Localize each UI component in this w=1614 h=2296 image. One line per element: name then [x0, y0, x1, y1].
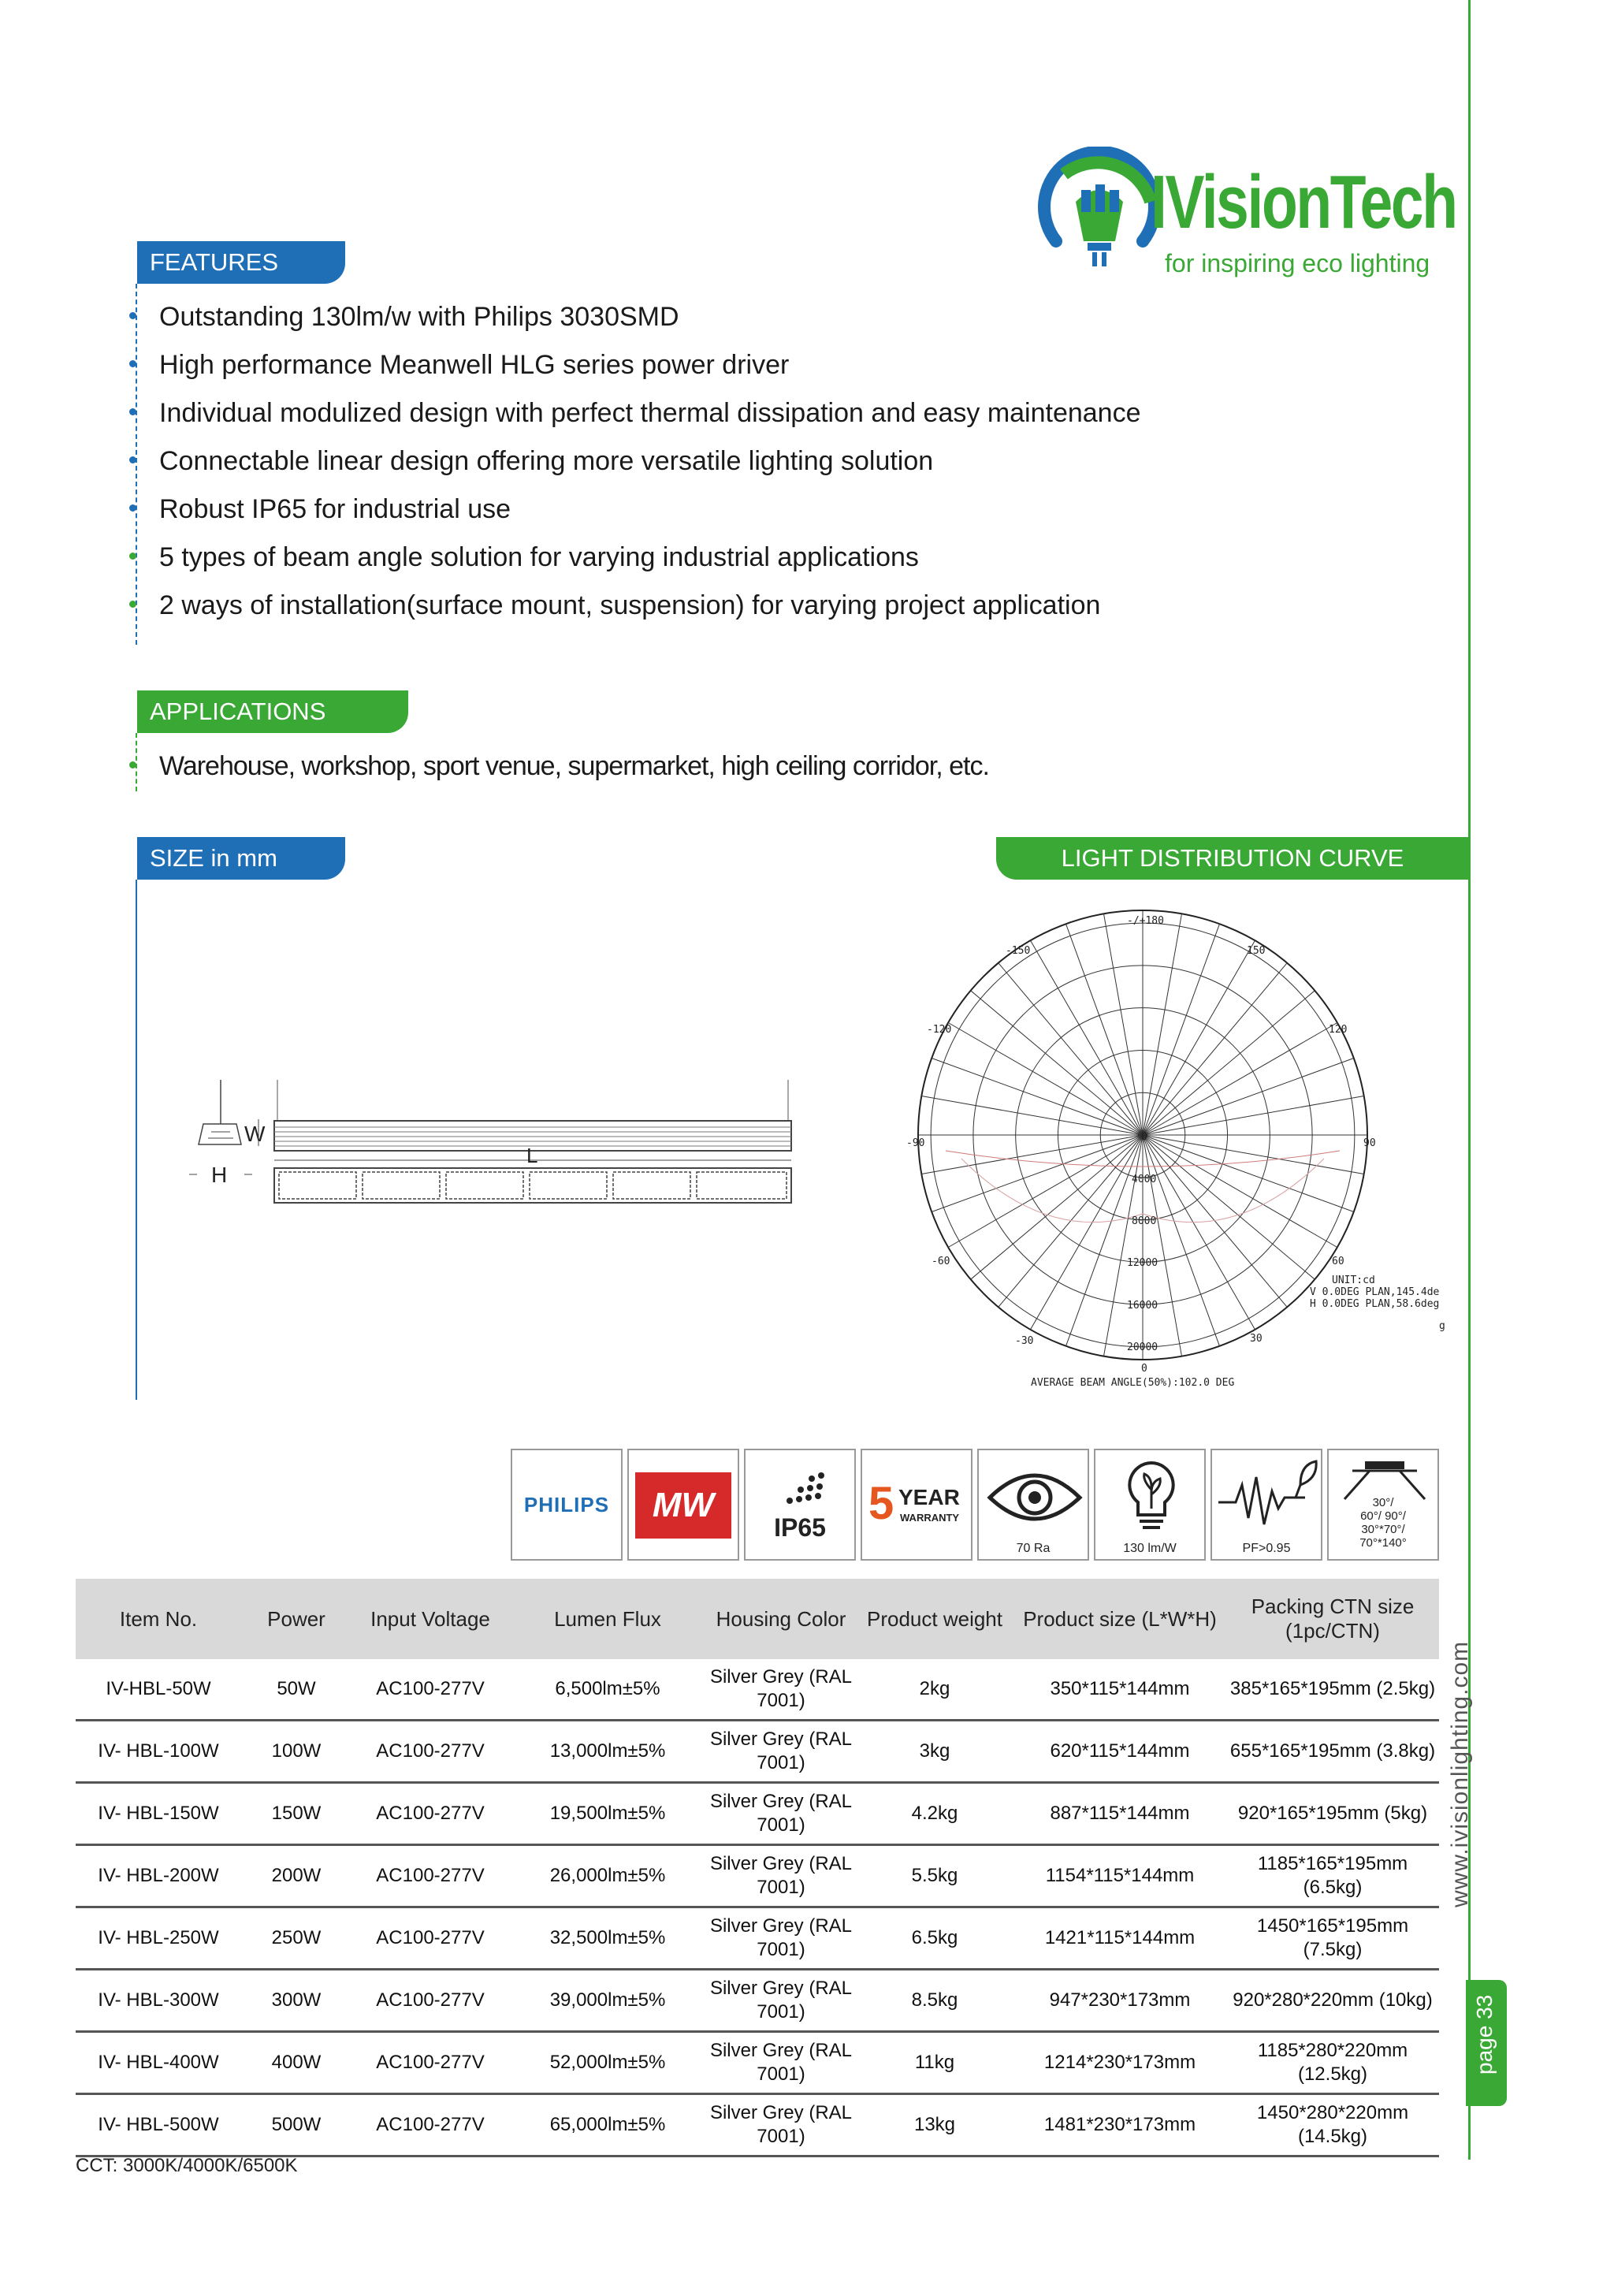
- features-list: [129, 293, 1141, 630]
- table-cell: IV- HBL-200W: [76, 1845, 241, 1907]
- table-cell: IV- HBL-150W: [76, 1783, 241, 1845]
- radial-label: 20000: [1127, 1342, 1158, 1353]
- pf-caption: PF>0.95: [1242, 1542, 1291, 1555]
- polar-spoke: [999, 963, 1143, 1135]
- table-cell: 350*115*144mm: [1013, 1659, 1226, 1721]
- polar-spoke: [971, 991, 1143, 1135]
- beam-angle-icon: [1327, 1449, 1439, 1561]
- table-header-cell: Housing Color: [706, 1579, 856, 1659]
- polar-spoke: [932, 1135, 1143, 1211]
- table-cell: 3kg: [856, 1721, 1013, 1783]
- bulb-leaf-icon: [1094, 1449, 1206, 1561]
- radial-label: 4000: [1132, 1174, 1157, 1185]
- table-cell: Silver Grey (RAL 7001): [706, 2094, 856, 2156]
- table-cell: 26,000lm±5%: [509, 1845, 706, 1907]
- table-cell: 1185*165*195mm (6.5kg): [1226, 1845, 1439, 1907]
- width-label: W: [244, 1122, 266, 1146]
- table-row: [76, 1907, 1439, 1970]
- feature-item: Robust IP65 for industrial use: [129, 486, 1141, 534]
- angle-label-180: -/+180: [1127, 915, 1164, 927]
- table-cell: IV- HBL-300W: [76, 1970, 241, 2032]
- table-cell: 920*280*220mm (10kg): [1226, 1970, 1439, 2032]
- table-cell: 1214*230*173mm: [1013, 2032, 1226, 2094]
- table-cell: 400W: [241, 2032, 351, 2094]
- table-cell: 920*165*195mm (5kg): [1226, 1783, 1439, 1845]
- brand-tagline: for inspiring eco lighting: [1165, 249, 1430, 277]
- table-cell: 655*165*195mm (3.8kg): [1226, 1721, 1439, 1783]
- table-header-cell: Product weight: [856, 1579, 1013, 1659]
- legend-h-plane: H 0.0DEG PLAN,58.6deg: [1310, 1298, 1440, 1310]
- polar-spoke: [999, 1135, 1143, 1307]
- table-cell: Silver Grey (RAL 7001): [706, 1907, 856, 1970]
- table-cell: 1450*280*220mm (14.5kg): [1226, 2094, 1439, 2156]
- table-cell: AC100-277V: [351, 1721, 509, 1783]
- bulb-logo-icon: [1032, 147, 1166, 281]
- polar-spoke: [932, 1059, 1143, 1135]
- table-header-cell: Item No.: [76, 1579, 241, 1659]
- table-cell: Silver Grey (RAL 7001): [706, 1659, 856, 1721]
- table-cell: 100W: [241, 1721, 351, 1783]
- table-cell: AC100-277V: [351, 1907, 509, 1970]
- table-cell: IV- HBL-250W: [76, 1907, 241, 1970]
- light-curve-header: LIGHT DISTRIBUTION CURVE: [996, 837, 1469, 880]
- angle-label-p150: 150: [1247, 945, 1266, 957]
- table-cell: 250W: [241, 1907, 351, 1970]
- table-row: [76, 1659, 1439, 1721]
- table-cell: IV- HBL-400W: [76, 2032, 241, 2094]
- table-cell: 150W: [241, 1783, 351, 1845]
- beam-angle-option: 30°/: [1372, 1496, 1394, 1509]
- radial-label: 12000: [1127, 1257, 1158, 1269]
- table-body: [76, 1659, 1439, 2156]
- angle-label-m90: -90: [906, 1137, 925, 1149]
- applications-header: APPLICATIONS: [137, 690, 408, 733]
- beam-angle-option: 30°*70°/: [1361, 1523, 1405, 1536]
- warranty-icon: 5 YEAR WARRANTY: [861, 1449, 972, 1561]
- table-cell: 947*230*173mm: [1013, 1970, 1226, 2032]
- application-item: Warehouse, workshop, sport venue, supermarket, high ceiling corridor, etc.: [129, 742, 989, 791]
- size-header: SIZE in mm: [137, 837, 345, 880]
- table-cell: Silver Grey (RAL 7001): [706, 2032, 856, 2094]
- table-header-cell: Input Voltage: [351, 1579, 509, 1659]
- ra-caption: 70 Ra: [1016, 1542, 1051, 1555]
- table-cell: AC100-277V: [351, 1970, 509, 2032]
- beam-angle-caption: AVERAGE BEAM ANGLE(50%):102.0 DEG: [1031, 1377, 1235, 1389]
- ip65-icon: IP65: [744, 1449, 856, 1561]
- table-cell: 19,500lm±5%: [509, 1783, 706, 1845]
- table-cell: 32,500lm±5%: [509, 1907, 706, 1970]
- table-cell: 385*165*195mm (2.5kg): [1226, 1659, 1439, 1721]
- philips-icon: PHILIPS: [511, 1449, 623, 1561]
- table-cell: 65,000lm±5%: [509, 2094, 706, 2156]
- light-distribution-chart: [891, 906, 1458, 1395]
- length-label: L: [526, 1144, 538, 1167]
- polar-spoke: [1143, 991, 1315, 1135]
- angle-label-p30: 30: [1250, 1333, 1263, 1345]
- fixture-dimension-drawing: [189, 1064, 820, 1222]
- feature-item: Individual modulized design with perfect thermal dissipation and easy maintenance: [129, 389, 1141, 437]
- angle-label-0: 0: [1141, 1363, 1147, 1375]
- table-cell: 50W: [241, 1659, 351, 1721]
- efficacy-caption: 130 lm/W: [1123, 1542, 1177, 1555]
- table-cell: AC100-277V: [351, 1659, 509, 1721]
- brand-name: IVisionTech: [1151, 160, 1456, 244]
- feature-item: High performance Meanwell HLG series power driver: [129, 341, 1141, 389]
- table-row: [76, 1970, 1439, 2032]
- applications-list: [129, 742, 989, 791]
- page-number: page 33: [1472, 1994, 1497, 2075]
- table-cell: AC100-277V: [351, 1845, 509, 1907]
- angle-label-m30: -30: [1015, 1335, 1034, 1347]
- table-cell: 13kg: [856, 2094, 1013, 2156]
- table-cell: Silver Grey (RAL 7001): [706, 1721, 856, 1783]
- legend-v-plane: V 0.0DEG PLAN,145.4de: [1310, 1286, 1440, 1298]
- table-cell: 11kg: [856, 2032, 1013, 2094]
- table-cell: 52,000lm±5%: [509, 2032, 706, 2094]
- table-cell: 200W: [241, 1845, 351, 1907]
- table-cell: IV- HBL-500W: [76, 2094, 241, 2156]
- table-cell: Silver Grey (RAL 7001): [706, 1845, 856, 1907]
- table-header-cell: Packing CTN size (1pc/CTN): [1226, 1579, 1439, 1659]
- beam-angle-option: 70°*140°: [1359, 1536, 1407, 1550]
- polar-spoke: [1066, 924, 1143, 1135]
- table-header-cell: Lumen Flux: [509, 1579, 706, 1659]
- table-cell: 1154*115*144mm: [1013, 1845, 1226, 1907]
- brand-logo: [1032, 147, 1456, 288]
- table-cell: AC100-277V: [351, 2094, 509, 2156]
- table-header-cell: Power: [241, 1579, 351, 1659]
- table-cell: IV- HBL-100W: [76, 1721, 241, 1783]
- table-header-cell: Product size (L*W*H): [1013, 1579, 1226, 1659]
- cct-note: CCT: 3000K/4000K/6500K: [76, 2155, 298, 2176]
- features-header: FEATURES: [137, 241, 345, 284]
- angle-label-m120: -120: [927, 1024, 952, 1036]
- table-cell: 620*115*144mm: [1013, 1721, 1226, 1783]
- polar-spoke: [1143, 1135, 1287, 1307]
- table-cell: 8.5kg: [856, 1970, 1013, 2032]
- radial-label: 8000: [1132, 1215, 1157, 1227]
- table-cell: 13,000lm±5%: [509, 1721, 706, 1783]
- beam-angle-option: 60°/ 90°/: [1360, 1509, 1406, 1523]
- table-row: [76, 1845, 1439, 1907]
- table-cell: AC100-277V: [351, 1783, 509, 1845]
- table-row: [76, 1783, 1439, 1845]
- feature-item: Connectable linear design offering more versatile lighting solution: [129, 437, 1141, 486]
- angle-label-p90: 90: [1363, 1137, 1376, 1149]
- height-label: H: [211, 1163, 228, 1187]
- table-cell: 2kg: [856, 1659, 1013, 1721]
- feature-item: Outstanding 130lm/w with Philips 3030SMD: [129, 293, 1141, 341]
- table-cell: 887*115*144mm: [1013, 1783, 1226, 1845]
- table-cell: 1450*165*195mm (7.5kg): [1226, 1907, 1439, 1970]
- eye-icon: [977, 1449, 1089, 1561]
- angle-label-p120: 120: [1329, 1024, 1348, 1036]
- legend-unit: UNIT:cd: [1332, 1275, 1375, 1286]
- size-divider-line: [136, 880, 137, 1400]
- legend-g: g: [1439, 1320, 1445, 1332]
- table-cell: Silver Grey (RAL 7001): [706, 1970, 856, 2032]
- radial-label: 0: [1141, 1131, 1147, 1143]
- table-header-row: [76, 1579, 1439, 1659]
- table-row: [76, 2094, 1439, 2156]
- table-cell: 1421*115*144mm: [1013, 1907, 1226, 1970]
- meanwell-icon: MW: [627, 1449, 739, 1561]
- angle-label-p60: 60: [1332, 1256, 1344, 1267]
- table-cell: 1185*280*220mm (12.5kg): [1226, 2032, 1439, 2094]
- table-cell: 6.5kg: [856, 1907, 1013, 1970]
- feature-item: 5 types of beam angle solution for varying industrial applications: [129, 534, 1141, 582]
- table-row: [76, 1721, 1439, 1783]
- table-cell: 4.2kg: [856, 1783, 1013, 1845]
- table-row: [76, 2032, 1439, 2094]
- table-cell: 1481*230*173mm: [1013, 2094, 1226, 2156]
- polar-spoke: [1143, 1135, 1354, 1211]
- table-cell: AC100-277V: [351, 2032, 509, 2094]
- table-cell: 5.5kg: [856, 1845, 1013, 1907]
- polar-spoke: [1143, 1135, 1315, 1279]
- table-cell: IV-HBL-50W: [76, 1659, 241, 1721]
- feature-icons-row: [511, 1449, 1439, 1561]
- feature-item: 2 ways of installation(surface mount, suspension) for varying project application: [129, 582, 1141, 630]
- website-url: www.ivisionlighting.com: [1447, 1640, 1473, 1907]
- radial-label: 16000: [1127, 1300, 1158, 1312]
- table-cell: 300W: [241, 1970, 351, 2032]
- table-cell: 500W: [241, 2094, 351, 2156]
- spec-table: [76, 1579, 1439, 2157]
- polar-spoke: [971, 1135, 1143, 1279]
- table-cell: 6,500lm±5%: [509, 1659, 706, 1721]
- table-cell: 39,000lm±5%: [509, 1970, 706, 2032]
- page-number-tab: [1466, 1980, 1507, 2106]
- polar-spoke: [1143, 1059, 1354, 1135]
- table-cell: Silver Grey (RAL 7001): [706, 1783, 856, 1845]
- power-factor-icon: [1210, 1449, 1322, 1561]
- angle-label-m60: -60: [932, 1256, 950, 1267]
- angle-label-m150: -150: [1006, 945, 1031, 957]
- polar-spoke: [1143, 963, 1287, 1135]
- polar-spoke: [1143, 924, 1219, 1135]
